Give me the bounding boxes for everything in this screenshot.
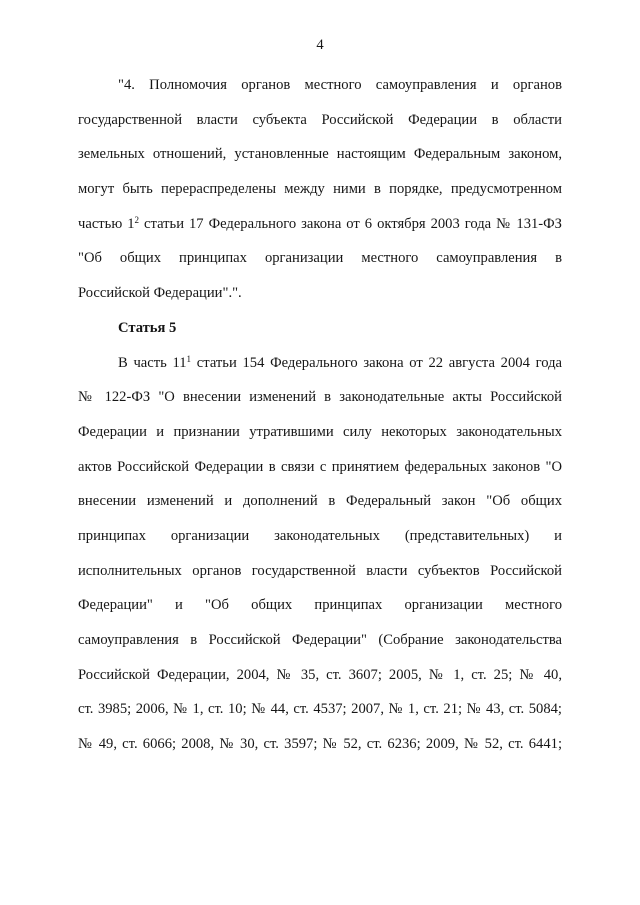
text-line: Российской Федерации".".	[78, 285, 242, 302]
text-line: самоуправления в Российской Федерации" (Собрание законодательства	[78, 632, 562, 648]
text-line: № 122-ФЗ "О внесении изменений в законодательные акты Российской	[78, 389, 562, 406]
article-heading: Статья 5	[118, 319, 177, 336]
text-line	[78, 346, 562, 381]
line-text: частью 1	[78, 215, 135, 232]
text-line: Федерации" и "Об общих принципах организации местного	[78, 597, 562, 614]
text-line: Российской Федерации, 2004, № 35, ст. 3607; 2005, № 1, ст. 25; № 40,	[78, 666, 562, 683]
text-line: государственной власти субъекта Российской Федерации в области	[78, 111, 562, 128]
text-line: внесении изменений и дополнений в Федеральный закон "Об общих	[78, 493, 562, 510]
document-body	[78, 68, 562, 762]
text-line: "4. Полномочия органов местного самоуправления и органов	[118, 77, 562, 93]
text-line: ст. 3985; 2006, № 1, ст. 10; № 44, ст. 4537; 2007, № 1, ст. 21; № 43, ст. 5084;	[78, 701, 562, 718]
page-number: 4	[316, 37, 324, 53]
paragraph-article-5	[78, 346, 562, 762]
line-text: В часть 11	[118, 354, 187, 371]
line-text: статьи 17 Федерального закона от 6 октября 2003 года № 131-ФЗ	[139, 215, 562, 232]
text-line: Федерации и признании утратившими силу некоторых законодательных	[78, 423, 562, 440]
text-line: исполнительных органов государственной власти субъектов Российской	[78, 562, 562, 579]
text-line: "Об общих принципах организации местного самоуправления в	[78, 250, 562, 267]
paragraph-amendment-item-4	[78, 68, 562, 311]
text-line: могут быть перераспределены между ними в порядке, предусмотренном	[78, 181, 562, 198]
text-line: актов Российской Федерации в связи с принятием федеральных законов "О	[78, 458, 562, 475]
superscript: 1	[186, 353, 192, 364]
text-line: № 49, ст. 6066; 2008, № 30, ст. 3597; № 52, ст. 6236; 2009, № 52, ст. 6441;	[78, 736, 562, 753]
superscript: 2	[134, 214, 140, 225]
text-line: земельных отношений, установленные настоящим Федеральным законом,	[78, 146, 562, 163]
text-line: принципах организации законодательных (представительных) и	[78, 527, 562, 544]
text-line	[78, 207, 562, 242]
line-text: статьи 154 Федерального закона от 22 августа 2004 года	[191, 354, 562, 371]
